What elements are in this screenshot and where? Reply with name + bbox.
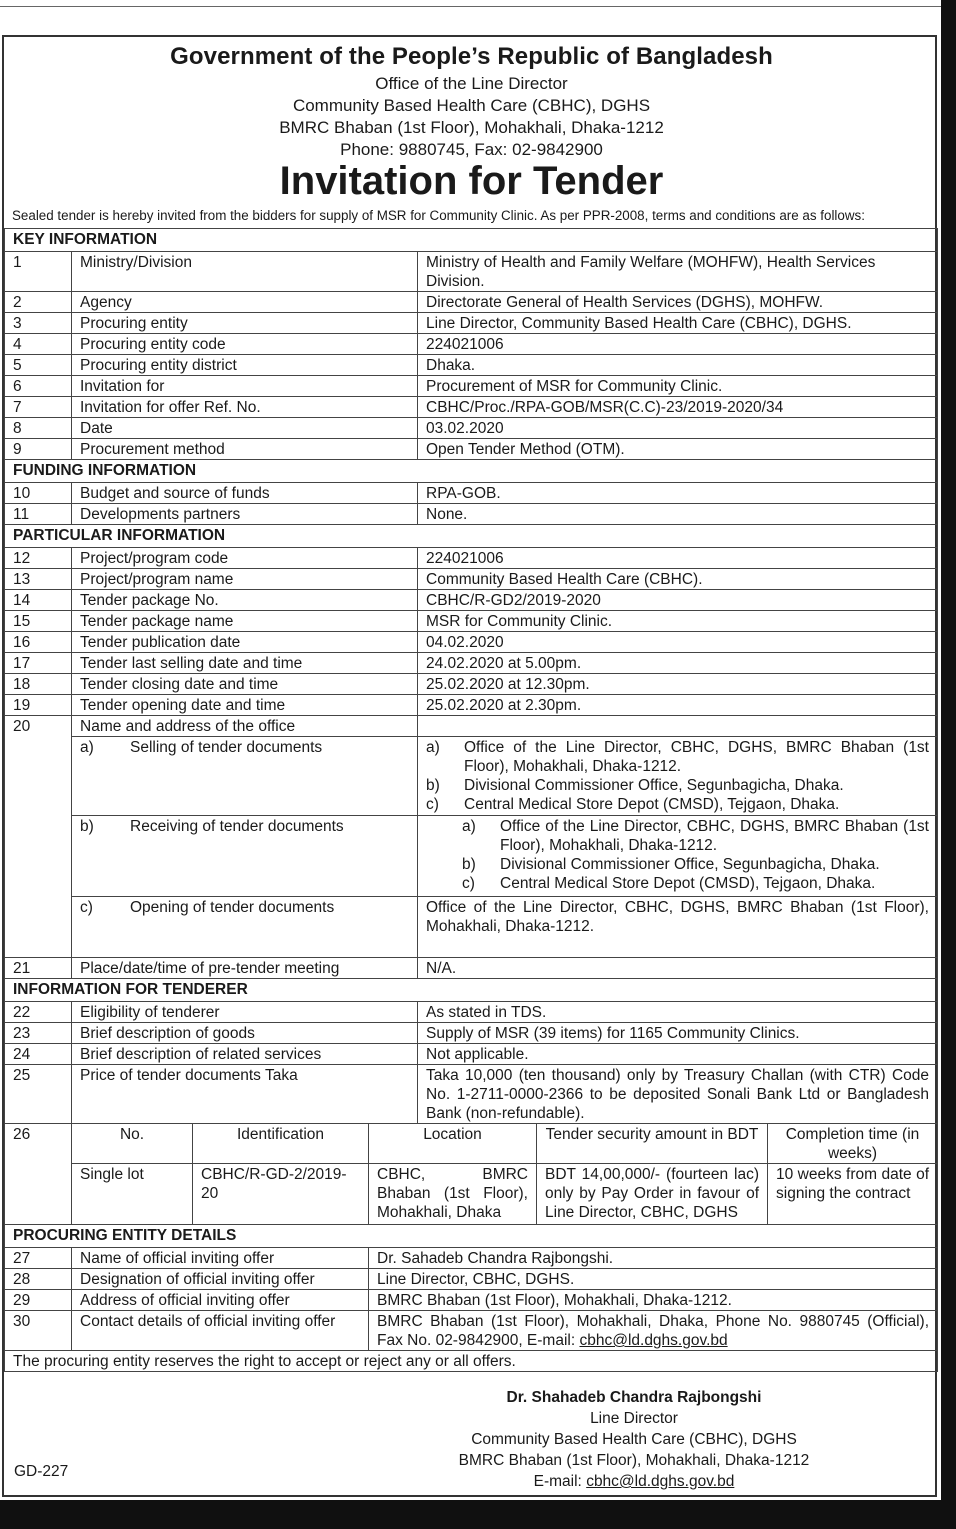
- row-value: MSR for Community Clinic.: [418, 611, 938, 632]
- row-no: 16: [5, 632, 72, 653]
- program-line: Community Based Health Care (CBHC), DGHS: [292, 96, 651, 115]
- row-value: 24.02.2020 at 5.00pm.: [418, 653, 938, 674]
- selling-offices: [418, 737, 938, 816]
- row-label: Brief description of related services: [72, 1044, 418, 1065]
- row-label: Budget and source of funds: [72, 483, 418, 504]
- row-no: 15: [5, 611, 72, 632]
- sub-label: Receiving of tender documents: [130, 818, 344, 835]
- row-value: [418, 716, 938, 737]
- signatory-designation: Line Director: [590, 1410, 678, 1427]
- row-no: 26: [5, 1124, 72, 1225]
- office-line: Office of the Line Director: [375, 74, 568, 93]
- section-procuring: PROCURING ENTITY DETAILS: [5, 1225, 938, 1248]
- row-value: Supply of MSR (39 items) for 1165 Community Clinics.: [418, 1023, 938, 1044]
- row-label: Developments partners: [72, 504, 418, 525]
- lot-cell: 10 weeks from date of signing the contract: [768, 1164, 938, 1225]
- row-value: Directorate General of Health Services (DGHS), MOHFW.: [418, 292, 938, 313]
- row-label: Project/program code: [72, 548, 418, 569]
- row-label: Tender package No.: [72, 590, 418, 611]
- row-value: Not applicable.: [418, 1044, 938, 1065]
- row-label: Procuring entity district: [72, 355, 418, 376]
- row-no: 24: [5, 1044, 72, 1065]
- row-value: BMRC Bhaban (1st Floor), Mohakhali, Dhaka-1212.: [369, 1290, 938, 1311]
- row-no: 27: [5, 1248, 72, 1269]
- row-no: 5: [5, 355, 72, 376]
- row-no: 28: [5, 1269, 72, 1290]
- sub-letter: c): [80, 899, 93, 916]
- row-no: 6: [5, 376, 72, 397]
- row-no: 3: [5, 313, 72, 334]
- row-label: Ministry/Division: [72, 252, 418, 292]
- row-label: Place/date/time of pre-tender meeting: [72, 958, 418, 979]
- row-no: 12: [5, 548, 72, 569]
- office-text: Central Medical Store Depot (CMSD), Tejgaon, Dhaka.: [500, 875, 876, 892]
- row-no: 29: [5, 1290, 72, 1311]
- office-text: Central Medical Store Depot (CMSD), Tejgaon, Dhaka.: [464, 796, 840, 813]
- section-tenderer: INFORMATION FOR TENDERER: [5, 979, 938, 1002]
- row-value: Procurement of MSR for Community Clinic.: [418, 376, 938, 397]
- row-no: 30: [5, 1311, 72, 1351]
- row-label: Procuring entity code: [72, 334, 418, 355]
- row-label: Tender publication date: [72, 632, 418, 653]
- row-label: Brief description of goods: [72, 1023, 418, 1044]
- row-label: Procuring entity: [72, 313, 418, 334]
- row-label: Tender package name: [72, 611, 418, 632]
- sub-label-receiving: [72, 816, 418, 897]
- row-value: Ministry of Health and Family Welfare (MOHFW), Health Services Division.: [418, 252, 938, 292]
- section-particular: PARTICULAR INFORMATION: [5, 525, 938, 548]
- lot-cell: BDT 14,00,000/- (fourteen lac) only by Pay Order in favour of Line Director, CBHC, DGHS: [537, 1164, 768, 1225]
- row-label: Designation of official inviting offer: [72, 1269, 369, 1290]
- row-no: 8: [5, 418, 72, 439]
- lot-header: Tender security amount in BDT: [537, 1124, 768, 1164]
- row-label: Tender closing date and time: [72, 674, 418, 695]
- row-value: 224021006: [418, 334, 938, 355]
- signatory-email-link[interactable]: cbhc@ld.dghs.gov.bd: [586, 1473, 735, 1490]
- intro-text: Sealed tender is hereby invited from the bidders for supply of MSR for Community Clinic. As per PPR-2008, terms and conditions are as follows:: [12, 208, 865, 223]
- office-text: Office of the Line Director, CBHC, DGHS, BMRC Bhaban (1st Floor), Mohakhali, Dhaka-1212.: [500, 818, 929, 854]
- footer-note: The procuring entity reserves the right to accept or reject any or all offers.: [5, 1351, 938, 1372]
- scan-edge-bottom: [0, 1500, 956, 1529]
- row-label: Name and address of the office: [72, 716, 418, 737]
- row-value: None.: [418, 504, 938, 525]
- sub-label: Selling of tender documents: [130, 739, 323, 756]
- row-label: Contact details of official inviting offer: [72, 1311, 369, 1351]
- signatory-program: Community Based Health Care (CBHC), DGHS: [471, 1431, 797, 1448]
- row-label: Project/program name: [72, 569, 418, 590]
- office-text: Divisional Commissioner Office, Segunbagicha, Dhaka.: [500, 856, 880, 873]
- row-no: 11: [5, 504, 72, 525]
- row-value: Taka 10,000 (ten thousand) only by Treasury Challan (with CTR) Code No. 1-2711-0000-2366 to be deposited Sonali Bank Ltd or Bangladesh Bank (non-refundable).: [418, 1065, 938, 1124]
- sub-letter: b): [80, 818, 94, 835]
- office-text: Office of the Line Director, CBHC, DGHS, BMRC Bhaban (1st Floor), Mohakhali, Dhaka-1212.: [464, 739, 929, 775]
- row-value: As stated in TDS.: [418, 1002, 938, 1023]
- opening-office: Office of the Line Director, CBHC, DGHS, BMRC Bhaban (1st Floor), Mohakhali, Dhaka-1212.: [418, 897, 938, 958]
- row-value: Dhaka.: [418, 355, 938, 376]
- lot-header: Completion time (in weeks): [768, 1124, 938, 1164]
- email-label: E-mail:: [533, 1473, 582, 1490]
- tender-notice: [2, 35, 937, 1497]
- row-no: 10: [5, 483, 72, 504]
- row-no: 19: [5, 695, 72, 716]
- row-label: Date: [72, 418, 418, 439]
- lot-header: Location: [369, 1124, 537, 1164]
- row-value: Line Director, CBHC, DGHS.: [369, 1269, 938, 1290]
- row-value: 25.02.2020 at 12.30pm.: [418, 674, 938, 695]
- row-no: 21: [5, 958, 72, 979]
- lot-header: Identification: [193, 1124, 369, 1164]
- signatory-email-line: [454, 1471, 814, 1492]
- row-no: 25: [5, 1065, 72, 1124]
- notice-title: Invitation for Tender: [279, 159, 664, 203]
- office-letter: c): [462, 875, 475, 892]
- row-no: 7: [5, 397, 72, 418]
- sub-label-selling: [72, 737, 418, 816]
- row-label: Invitation for: [72, 376, 418, 397]
- row-value: 04.02.2020: [418, 632, 938, 653]
- row-no: 2: [5, 292, 72, 313]
- section-funding: FUNDING INFORMATION: [5, 460, 938, 483]
- row-label: Address of official inviting offer: [72, 1290, 369, 1311]
- contact-email-link[interactable]: cbhc@ld.dghs.gov.bd: [579, 1332, 728, 1349]
- row-value: Line Director, Community Based Health Care (CBHC), DGHS.: [418, 313, 938, 334]
- sub-letter: a): [80, 739, 94, 756]
- row-no: 14: [5, 590, 72, 611]
- row-value: Open Tender Method (OTM).: [418, 439, 938, 460]
- section-key: KEY INFORMATION: [5, 229, 938, 252]
- office-letter: b): [462, 856, 476, 873]
- lot-header: No.: [72, 1124, 193, 1164]
- row-label: Tender opening date and time: [72, 695, 418, 716]
- signatory-address: BMRC Bhaban (1st Floor), Mohakhali, Dhaka-1212: [458, 1452, 810, 1469]
- office-letter: a): [462, 818, 476, 835]
- lot-cell: CBHC/R-GD-2/2019-20: [193, 1164, 369, 1225]
- lot-cell: Single lot: [72, 1164, 193, 1225]
- row-no: 4: [5, 334, 72, 355]
- row-label: Eligibility of tenderer: [72, 1002, 418, 1023]
- row-value: 224021006: [418, 548, 938, 569]
- notice-code: GD-227: [14, 1463, 69, 1480]
- row-no: 9: [5, 439, 72, 460]
- row-label: Name of official inviting offer: [72, 1248, 369, 1269]
- row-label: Invitation for offer Ref. No.: [72, 397, 418, 418]
- row-label: Agency: [72, 292, 418, 313]
- office-letter: c): [426, 796, 439, 813]
- row-no: 13: [5, 569, 72, 590]
- row-value: CBHC/Proc./RPA-GOB/MSR(C.C)-23/2019-2020/34: [418, 397, 938, 418]
- office-letter: b): [426, 777, 440, 794]
- row-no: 18: [5, 674, 72, 695]
- page-top-rule: [0, 0, 956, 7]
- signatory-name: Dr. Shahadeb Chandra Rajbongshi: [506, 1389, 762, 1406]
- row-value: 03.02.2020: [418, 418, 938, 439]
- office-letter: a): [426, 739, 440, 756]
- row-no: 17: [5, 653, 72, 674]
- row-value: [369, 1311, 938, 1351]
- row-label: Tender last selling date and time: [72, 653, 418, 674]
- row-value: 25.02.2020 at 2.30pm.: [418, 695, 938, 716]
- row-no: 22: [5, 1002, 72, 1023]
- row-value: Dr. Sahadeb Chandra Rajbongshi.: [369, 1248, 938, 1269]
- tender-table: [4, 228, 938, 1372]
- sub-label: Opening of tender documents: [130, 899, 335, 916]
- receiving-offices: [418, 816, 938, 897]
- contact-text: BMRC Bhaban (1st Floor), Mohakhali, Dhaka, Phone No. 9880745 (Official), Fax No. 02-9842900, E-mail:: [377, 1313, 929, 1349]
- phone-line: Phone: 9880745, Fax: 02-9842900: [340, 140, 603, 159]
- lot-cell: CBHC, BMRC Bhaban (1st Floor), Mohakhali, Dhaka: [369, 1164, 537, 1225]
- row-value: Community Based Health Care (CBHC).: [418, 569, 938, 590]
- row-no: 23: [5, 1023, 72, 1044]
- row-value: RPA-GOB.: [418, 483, 938, 504]
- row-no: 20: [5, 716, 72, 958]
- row-value: CBHC/R-GD2/2019-2020: [418, 590, 938, 611]
- scan-edge-right: [941, 0, 956, 1529]
- row-label: Price of tender documents Taka: [72, 1065, 418, 1124]
- row-value: N/A.: [418, 958, 938, 979]
- sub-label-opening: [72, 897, 418, 958]
- address-line: BMRC Bhaban (1st Floor), Mohakhali, Dhaka-1212: [279, 118, 664, 137]
- row-label: Procurement method: [72, 439, 418, 460]
- office-text: Divisional Commissioner Office, Segunbagicha, Dhaka.: [464, 777, 844, 794]
- row-no: 1: [5, 252, 72, 292]
- government-title: Government of the People’s Republic of Bangladesh: [170, 43, 773, 70]
